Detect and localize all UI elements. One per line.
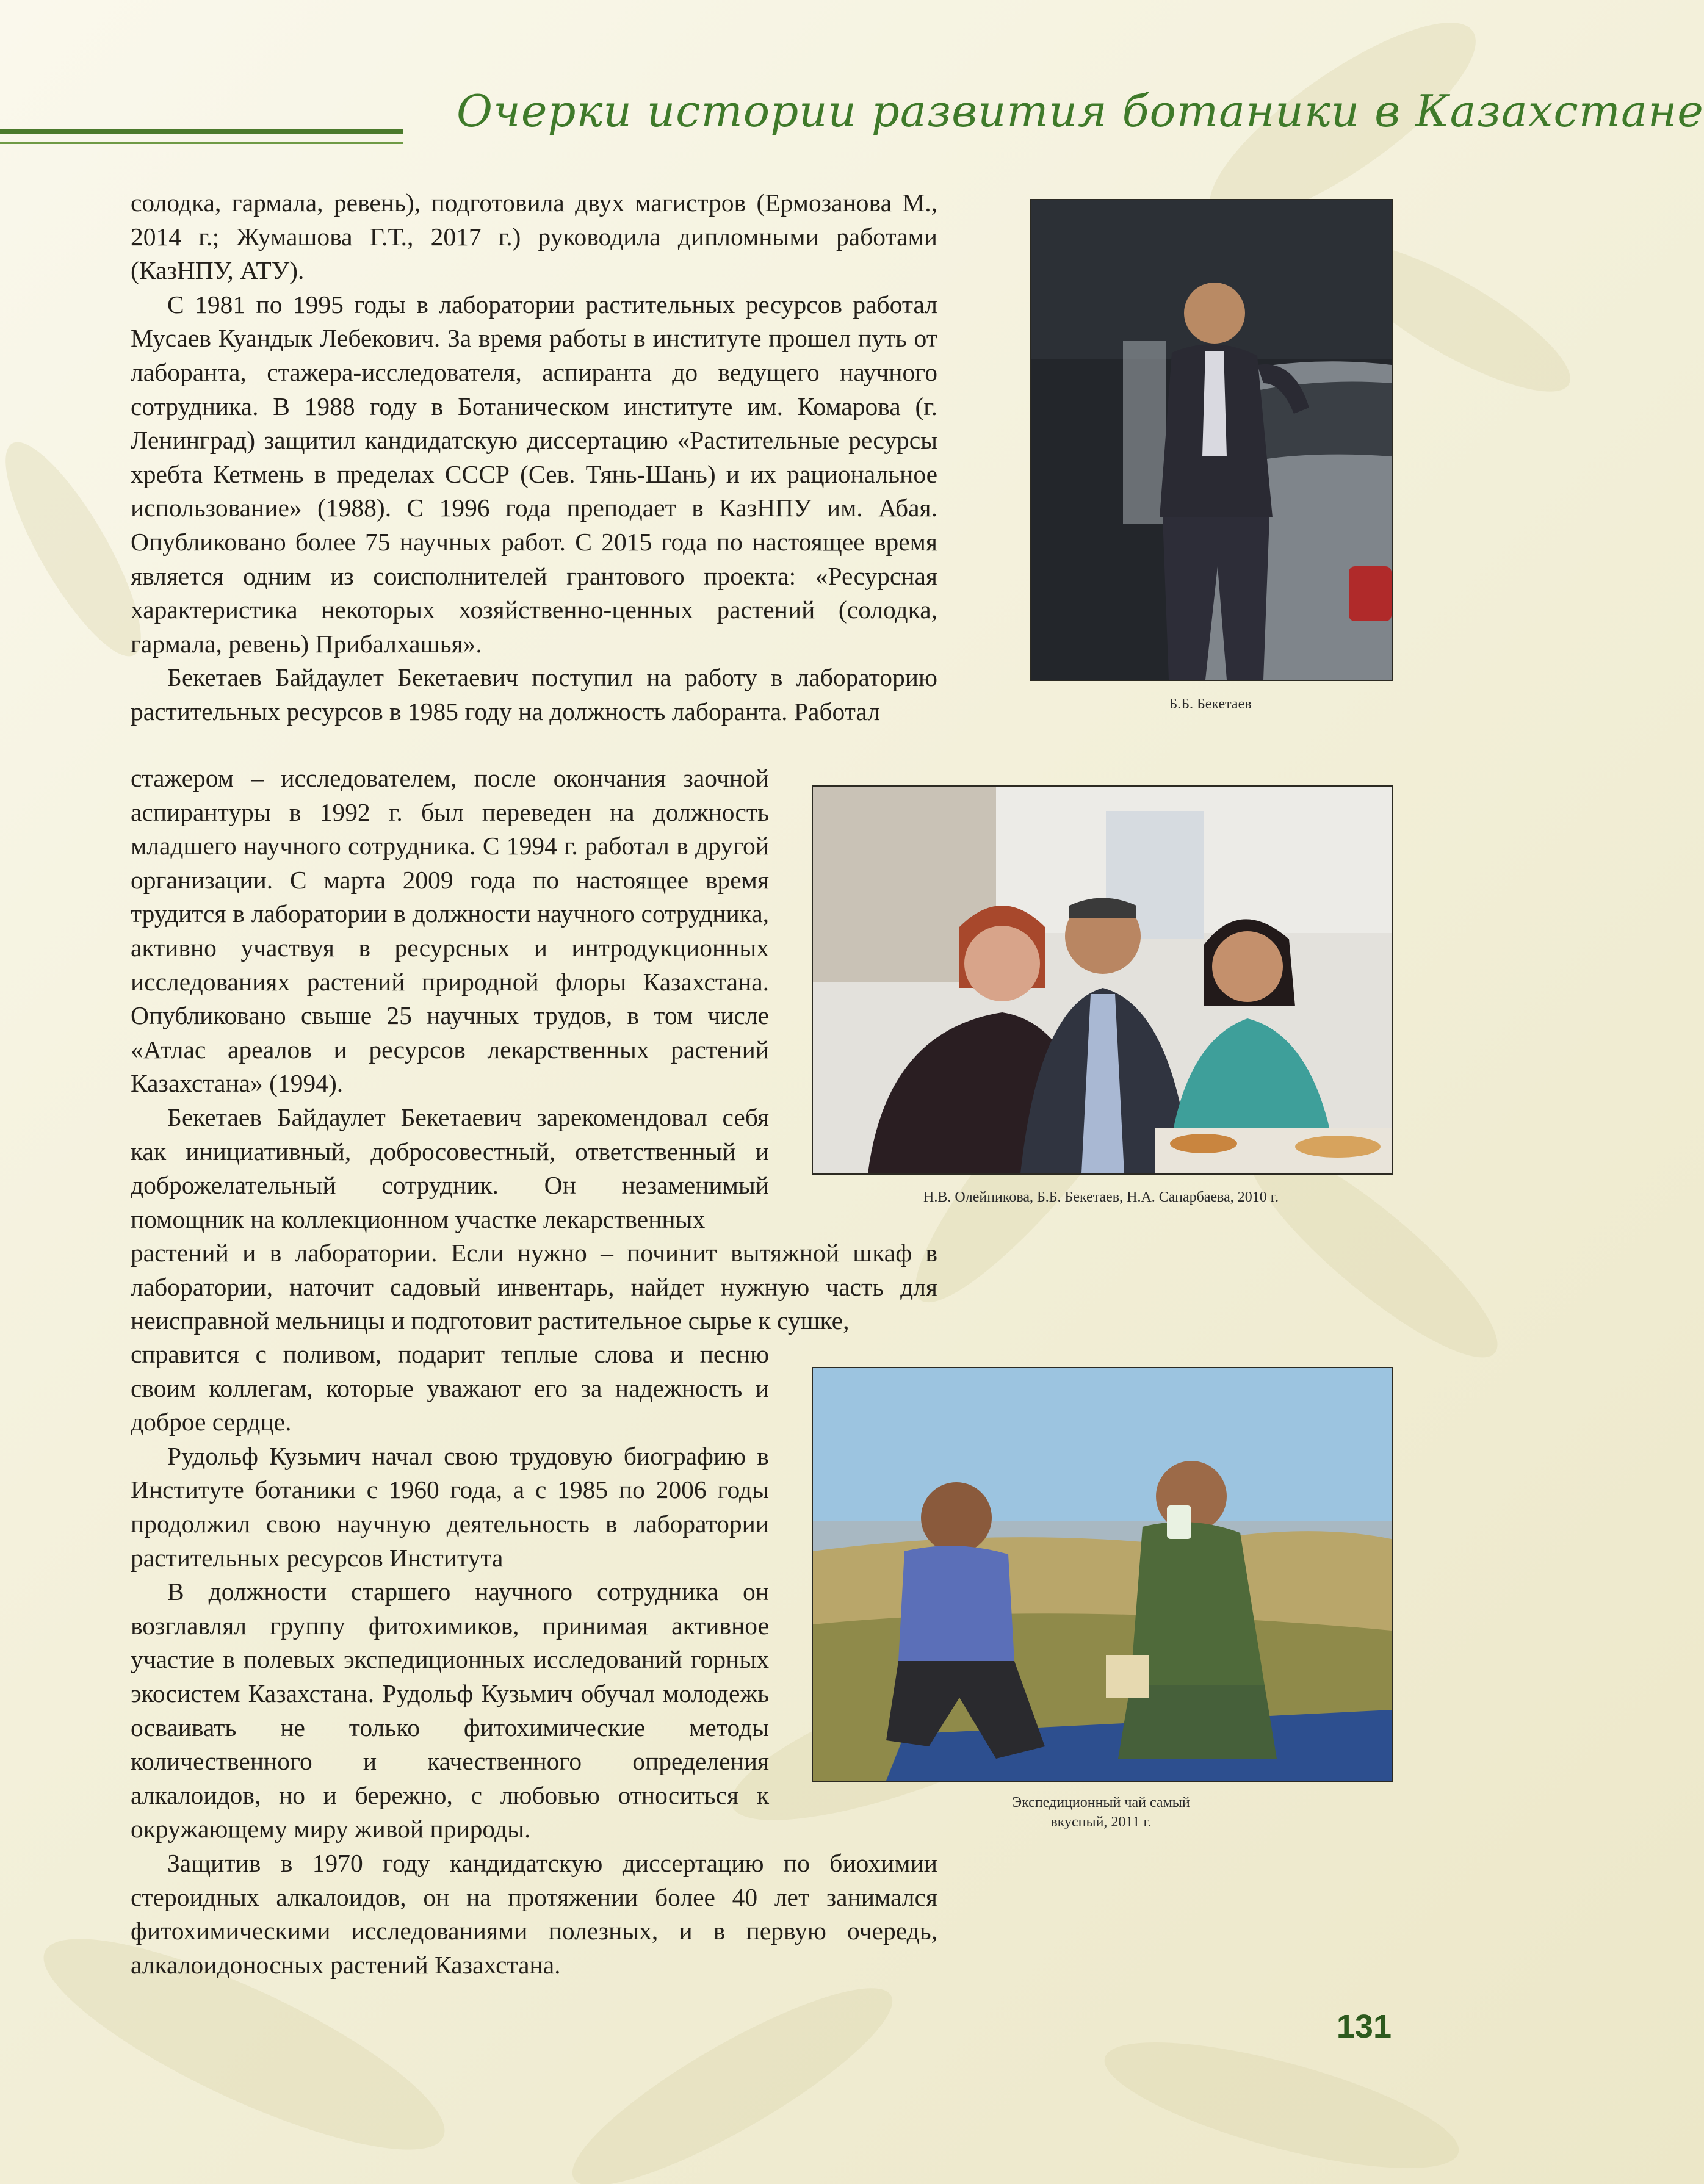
photo3-caption-line1: Экспедиционный чай самый [1012,1795,1190,1811]
running-header-title: Очерки истории развития ботаники в Казахстане [457,85,1704,137]
text-block-lower [131,1338,769,1847]
photo3-caption-line2: вкусный, 2011 г. [1050,1814,1152,1830]
text-block-middle [131,762,769,1236]
photo-illustration [813,1368,1392,1781]
paragraph: растений и в лаборатории. Если нужно – починит вытяжной шкаф в лаборатории, наточит садовый инвентарь, найдет нужную часть для неисправной мельницы и подготовит растительное сырье к сушке, [131,1239,937,1335]
photo-three-colleagues [812,785,1393,1175]
paragraph: Бекетаев Байдаулет Бекетаевич поступил на работу в лабораторию растительных ресурсов в 1985 году на должность лаборанта. Работал [131,663,937,726]
header-rule-thin [0,142,403,144]
paragraph: стажером – исследователем, после окончания заочной аспирантуры в 1992 г. был переведен на должность младшего научного сотрудника. С 1994 г. работал в другой организации. С марта 2009 года по настоящее время трудится в лаборатории в должности научного сотрудника, активно участвуя в ресурсных и интродукционных исследованиях растений природной флоры Казахстана. Опубликовано свыше 25 научных трудов, в том числе «Атлас ареалов и ресурсов лекарственных растений Казахстана» (1994). [131,764,769,1098]
paragraph: справится с поливом, подарит теплые слова и песню своим коллегам, которые уважают его за надежность и доброе сердце. [131,1340,769,1436]
header-rule [0,129,403,134]
photo3-caption [934,1793,1268,1832]
photo2-caption: Н.В. Олейникова, Б.Б. Бекетаев, Н.А. Сапарбаева, 2010 г. [923,1189,1279,1205]
page-number: 131 [1336,2008,1392,2045]
paragraph: Защитив в 1970 году кандидатскую диссертацию по биохимии стероидных алкалоидов, он на протяжении более 40 лет занимался фитохимическими исследованиями полезных, и в первую очередь, алкалоидоносных растений Казахстана. [131,1849,937,1979]
photo-expedition-tea [812,1367,1393,1782]
text-block-top [131,186,937,729]
text-block-bottom [131,1847,937,1982]
paragraph: С 1981 по 1995 годы в лаборатории растительных ресурсов работал Мусаев Куандык Лебекович. За время работы в институте прошел путь от лаборанта, стажера-исследователя, аспиранта до ведущего научного сотрудника. В 1988 году в Ботаническом институте им. Комарова (г. Ленинград) защитил кандидатскую диссертацию «Растительные ресурсы хребта Кетмень в пределах СССР (Сев. Тянь-Шань) и их рациональное использование» (1988). С 1996 года преподает в КазНПУ им. Абая. Опубликовано более 75 научных работ. С 2015 года по настоящее время является одним из соисполнителей грантового проекта: «Ресурсная характеристика некоторых хозяйственно-ценных растений (солодка, гармала, ревень) Прибалхашья». [131,290,937,658]
photo1-caption: Б.Б. Бекетаев [1169,696,1252,712]
text-block-wide [131,1236,937,1338]
paragraph: солодка, гармала, ревень), подготовила двух магистров (Ермозанова М., 2014 г.; Жумашова Г.Т., 2017 г.) руководила дипломными работами (КазНПУ, АТУ). [131,189,937,285]
photo-beketaev-by-car [1030,199,1393,681]
photo-illustration [1031,200,1392,680]
photo-illustration [813,787,1392,1173]
paragraph: Бекетаев Байдаулет Бекетаевич зарекомендовал себя как инициативный, добросовестный, ответственный и доброжелательный сотрудник. Он незаменимый помощник на коллекционном участке лекарственных [131,1103,769,1233]
paragraph: В должности старшего научного сотрудника он возглавлял группу фитохимиков, принимая активное участие в полевых экспедиционных исследований горных экосистем Казахстана. Рудольф Кузьмич обучал молодежь осваивать не только фитохимические методы количественного и качественного определения алкалоидов, но и бережно, с любовью относиться к окружающему миру живой природы. [131,1577,769,1843]
paragraph: Рудольф Кузьмич начал свою трудовую биографию в Институте ботаники с 1960 года, а с 1985 по 2006 годы продолжил свою научную деятельность в лаборатории растительных ресурсов Института [131,1441,769,1572]
